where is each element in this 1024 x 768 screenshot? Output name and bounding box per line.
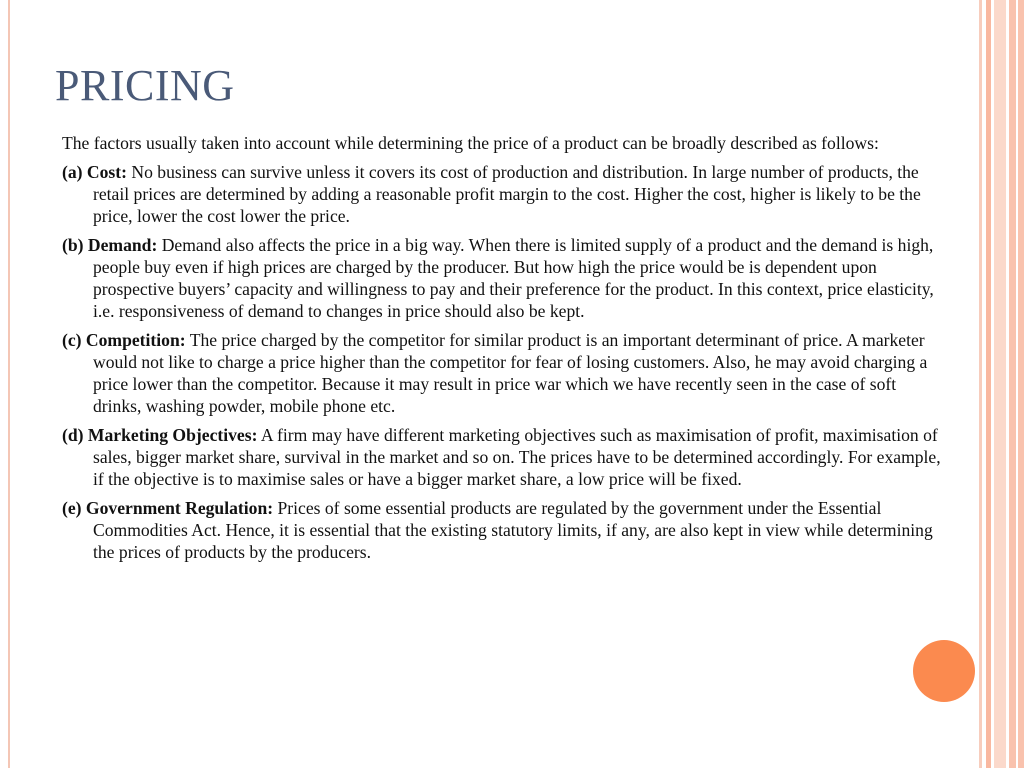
factor-text: Demand also affects the price in a big way. When there is limited supply of a product and the demand is high, people buy even if high prices are charged by the producer. But how high the price would be is dependent upon prospective buyers’ capacity and willingness to pay and their preference for the product. In this context, price elasticity, i.e. responsiveness of demand to changes in price should also be kept.	[93, 235, 934, 321]
factor-label: (e) Government Regulation:	[62, 498, 274, 518]
factor-text: No business can survive unless it covers its cost of production and distribution. In large number of products, the retail prices are determined by adding a reasonable profit margin to the cost. Higher the cost, higher is likely to be the price, lower the cost lower the price.	[93, 162, 921, 226]
right-decorative-stripe-gap	[1016, 0, 1018, 768]
factor-government-regulation	[62, 497, 942, 563]
factor-label: (b) Demand:	[62, 235, 158, 255]
factor-text: A firm may have different marketing objectives such as maximisation of profit, maximisation of sales, bigger market share, survival in the market and so on. The prices have to be determined accordingly. For example, if the objective is to maximise sales or have a bigger market share, a low price will be fixed.	[93, 425, 941, 489]
factor-marketing-objectives	[62, 424, 942, 490]
factor-text: Prices of some essential products are regulated by the government under the Essential Commodities Act. Hence, it is essential that the existing statutory limits, if any, are also kept in view while determining the prices of products by the producers.	[93, 498, 933, 562]
factor-cost	[62, 161, 942, 227]
factor-competition	[62, 329, 942, 417]
right-decorative-stripe	[994, 0, 1006, 768]
intro-paragraph: The factors usually taken into account while determining the price of a product can be broadly described as follows:	[62, 133, 879, 153]
factor-text: The price charged by the competitor for similar product is an important determinant of price. A marketer would not like to charge a price higher than the competitor for fear of losing customers. Also, he may avoid charging a price lower than the competitor. Because it may result in price war which we have recently seen in the case of soft drinks, washing powder, mobile phone etc.	[93, 330, 928, 416]
decorative-circle	[913, 640, 975, 702]
right-decorative-stripe	[986, 0, 991, 768]
left-decorative-rule	[8, 0, 10, 768]
factor-label: (d) Marketing Objectives:	[62, 425, 258, 445]
right-decorative-stripe	[979, 0, 982, 768]
factor-label: (c) Competition:	[62, 330, 186, 350]
slide-body	[62, 132, 942, 570]
factor-demand	[62, 234, 942, 322]
slide-title: PRICING	[55, 61, 235, 110]
factor-label: (a) Cost:	[62, 162, 127, 182]
